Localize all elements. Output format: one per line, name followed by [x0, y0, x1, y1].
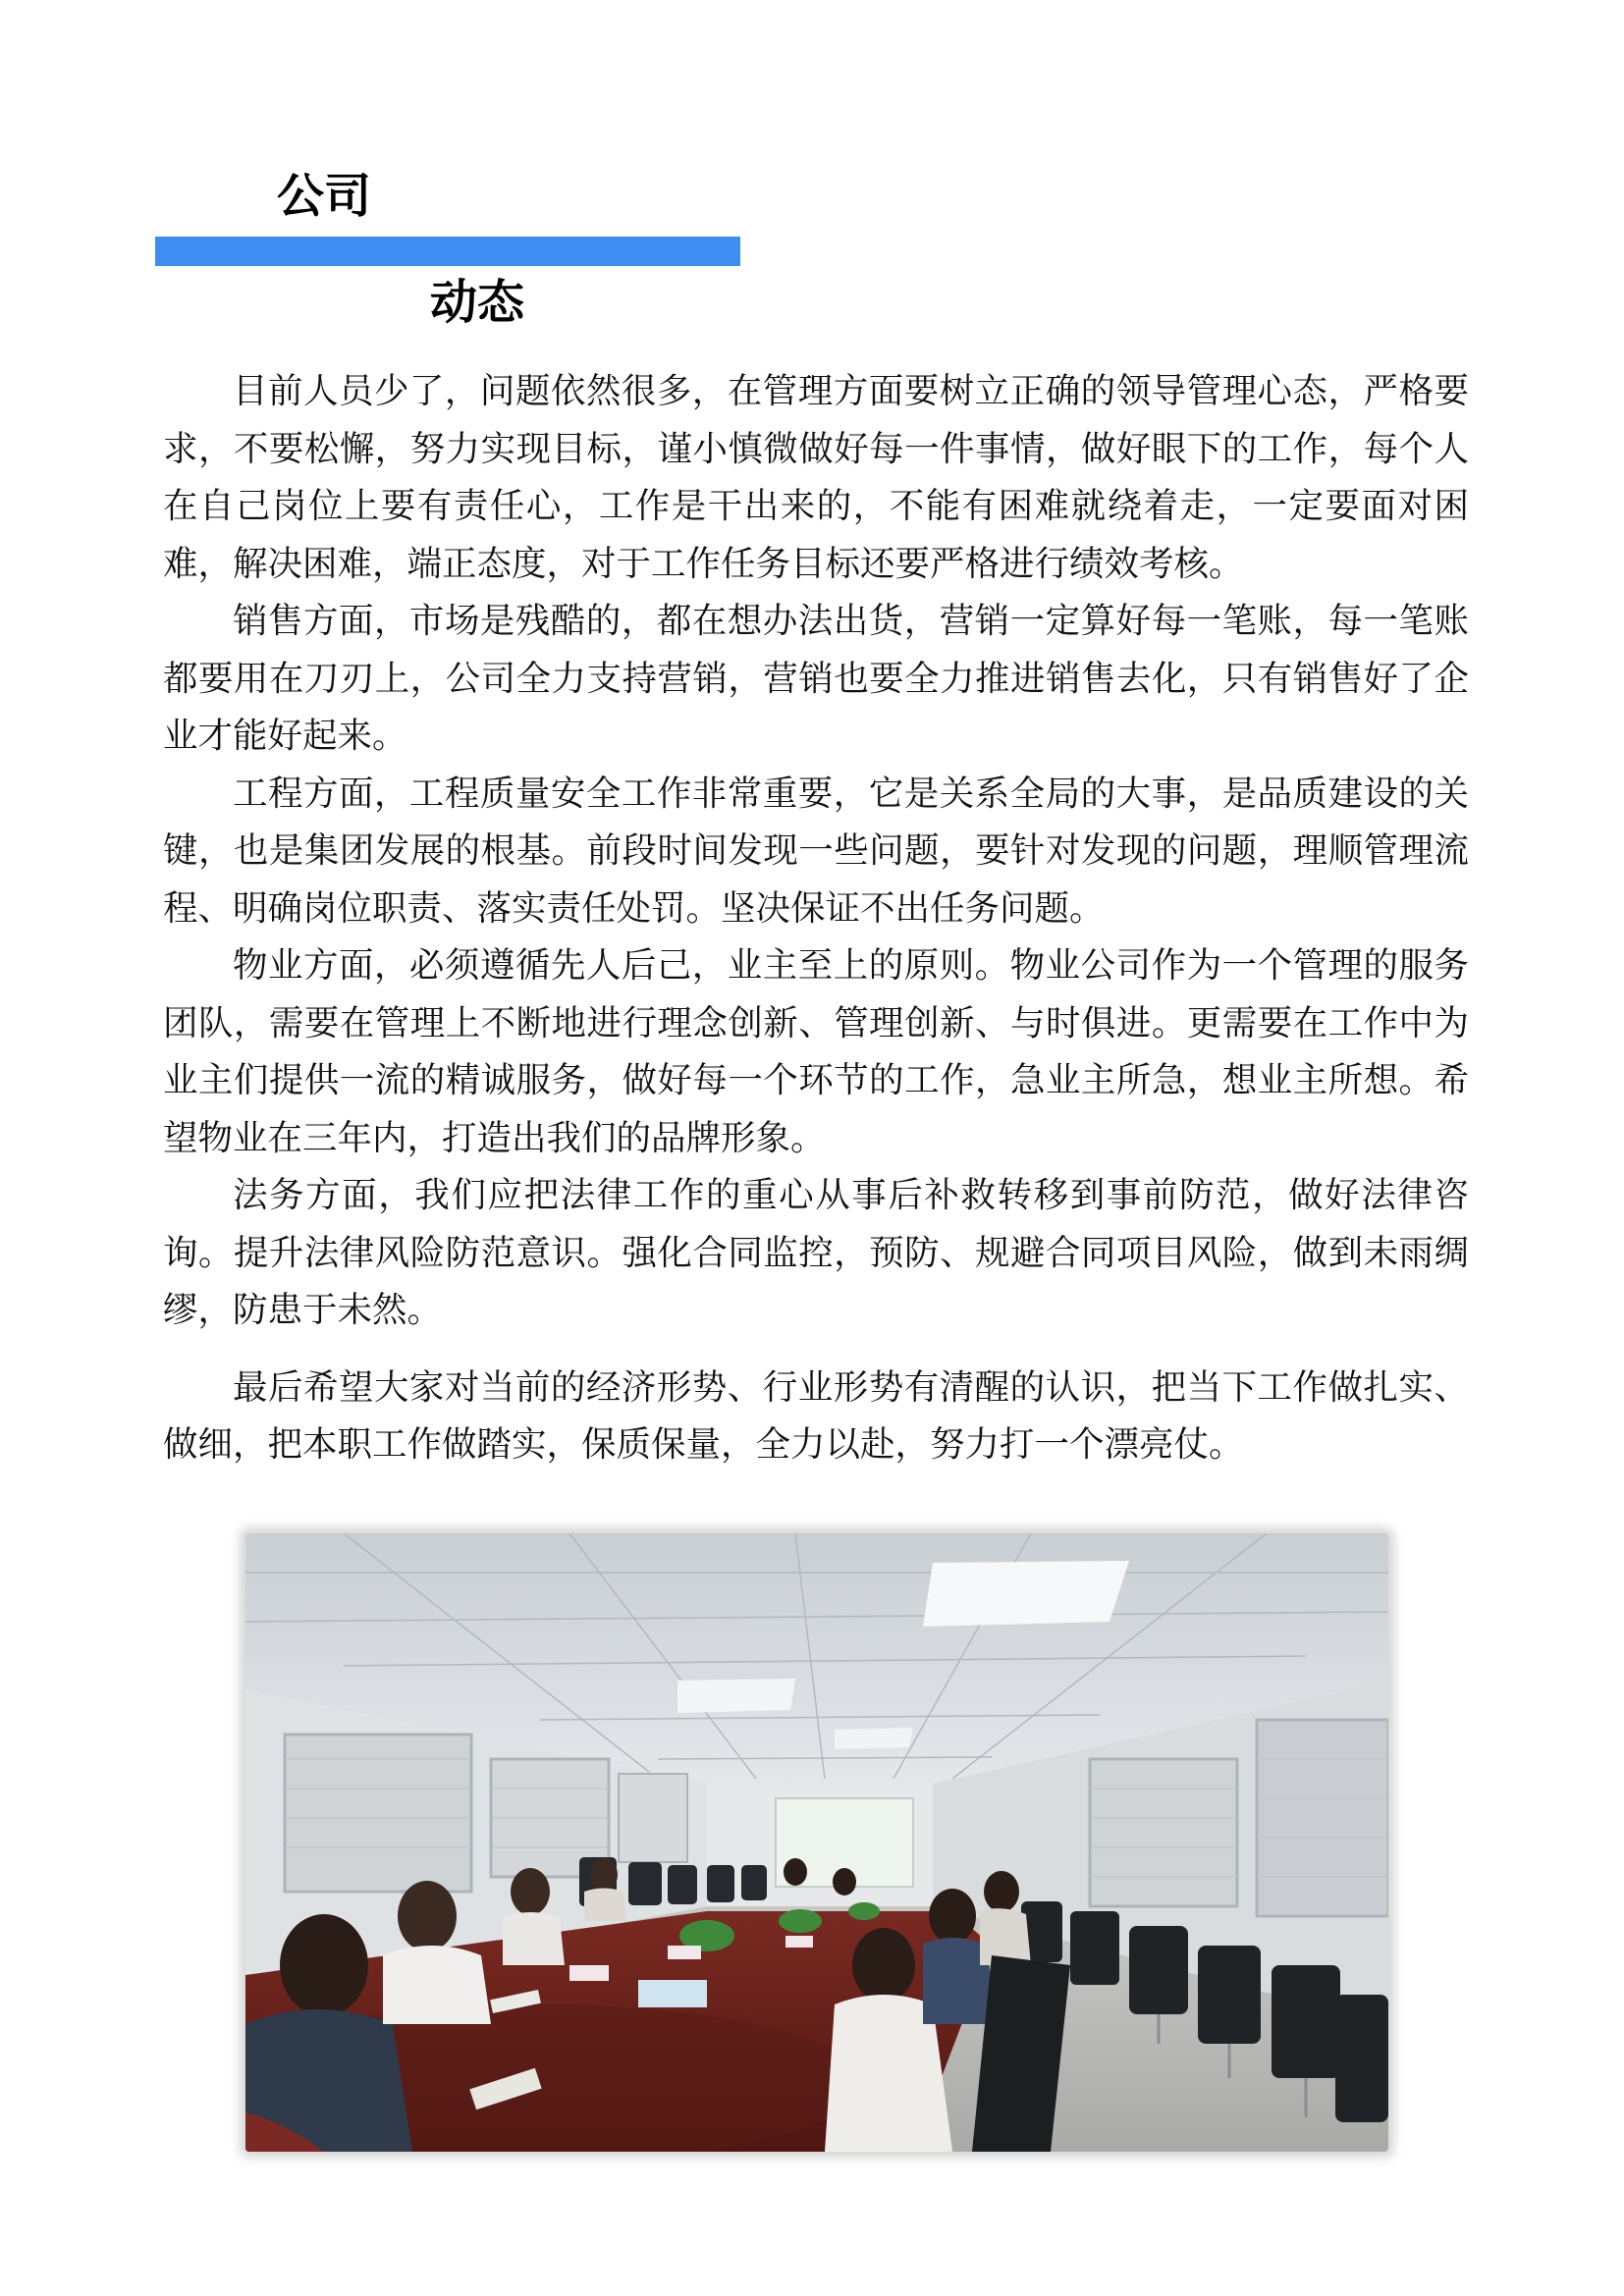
- paragraph-closing: 最后希望大家对当前的经济形势、行业形势有清醒的认识，把当下工作做扎实、做细，把本职工作做踏实，保质保量，全力以赴，努力打一个漂亮仗。: [163, 1366, 1469, 1465]
- section-title-line-1: 公司: [277, 169, 372, 224]
- paragraph-sales: 销售方面，市场是残酷的，都在想办法出货，营销一定算好每一笔账，每一笔账都要用在刀刃上，公司全力支持营销，营销也要全力推进销售去化，只有销售好了企业才能好起来。: [163, 601, 1469, 756]
- title-accent-bar: [155, 237, 740, 266]
- paragraph-property: 物业方面，必须遵循先人后己，业主至上的原则。物业公司作为一个管理的服务团队，需要在管理上不断地进行理念创新、管理创新、与时俱进。更需要在工作中为业主们提供一流的精诚服务，做好每一个环节的工作，急业主所急，想业主所想。希望物业在三年内，打造出我们的品牌形象。: [163, 945, 1469, 1158]
- paragraph-legal: 法务方面，我们应把法律工作的重心从事后补救转移到事前防范，做好法律咨询。提升法律风险防范意识。强化合同监控，预防、规避合同项目风险，做到未雨绸缪，防患于未然。: [163, 1175, 1469, 1330]
- paragraph-engineering: 工程方面，工程质量安全工作非常重要，它是关系全局的大事，是品质建设的关键，也是集团发展的根基。前段时间发现一些问题，要针对发现的问题，理顺管理流程、明确岗位职责、落实责任处罚。坚决保证不出任务问题。: [163, 773, 1469, 929]
- paragraph-management: 目前人员少了，问题依然很多，在管理方面要树立正确的领导管理心态，严格要求，不要松懈，努力实现目标，谨小慎微做好每一件事情，做好眼下的工作，每个人在自己岗位上要有责任心，工作是干出来的，不能有困难就绕着走，一定要面对困难，解决困难，端正态度，对于工作任务目标还要严格进行绩效考核。: [163, 371, 1469, 584]
- section-title-line-2: 动态: [430, 275, 525, 330]
- article-body: [163, 363, 1469, 1474]
- meeting-room-photo: [245, 1533, 1388, 2152]
